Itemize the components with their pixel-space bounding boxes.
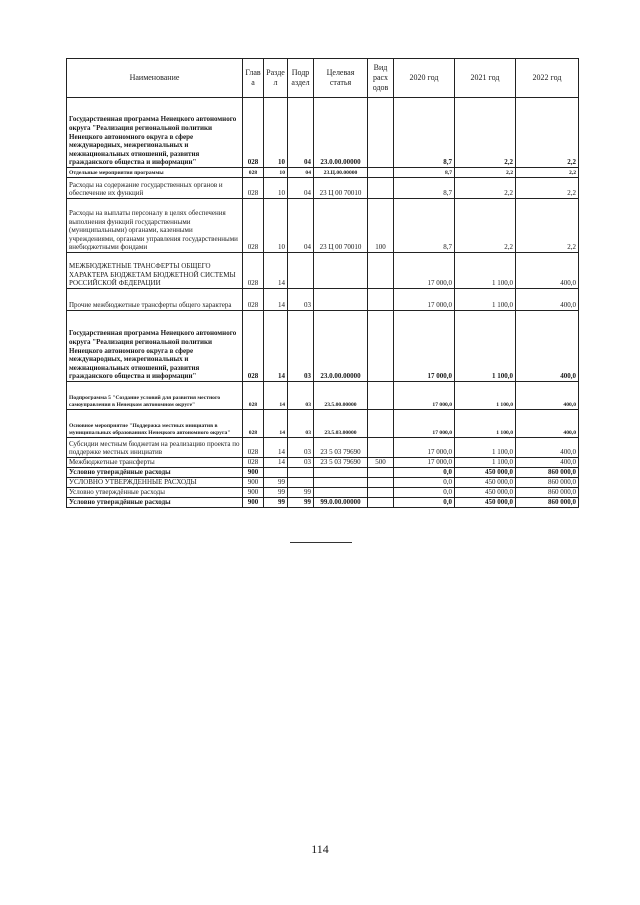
cell-name: Расходы на выплаты персоналу в целях обеспечения выполнения функций государственными (муниципальными) органами, казенными учреждениями, органами управления государственными внебюджетными фондами [67, 199, 243, 253]
cell-2021: 2,2 [455, 98, 516, 168]
cell-razdel: 14 [264, 410, 288, 438]
cell-razdel: 14 [264, 289, 288, 311]
cell-2022: 2,2 [516, 199, 579, 253]
cell-glava: 028 [243, 458, 264, 468]
cell-2022: 400,0 [516, 410, 579, 438]
cell-podrazdel [288, 253, 314, 289]
cell-podrazdel: 04 [288, 199, 314, 253]
cell-2021: 450 000,0 [455, 478, 516, 488]
cell-razdel: 99 [264, 478, 288, 488]
table-row [67, 199, 579, 253]
cell-glava: 900 [243, 478, 264, 488]
cell-glava: 028 [243, 168, 264, 178]
cell-2020: 8,7 [394, 98, 455, 168]
cell-statya: 23 Ц 00 70010 [314, 199, 368, 253]
table-row [67, 458, 579, 468]
cell-statya: 23.Ц.00.00000 [314, 168, 368, 178]
table-row [67, 168, 579, 178]
cell-statya: 23.5.00.00000 [314, 382, 368, 410]
cell-name: Государственная программа Ненецкого автономного округа "Реализация региональной политики Ненецкого автономного округа в сфере международных, межрегиональных и межнациональных отношений, развития гражданского общества и информации" [67, 98, 243, 168]
table-row [67, 382, 579, 410]
cell-statya: 23.5.03.00000 [314, 410, 368, 438]
cell-2020: 8,7 [394, 178, 455, 199]
header-glava: Глав а [243, 59, 264, 98]
cell-vid [368, 98, 394, 168]
cell-vid [368, 253, 394, 289]
cell-podrazdel [288, 478, 314, 488]
cell-glava: 900 [243, 498, 264, 508]
table-row [67, 438, 579, 458]
cell-glava: 028 [243, 253, 264, 289]
cell-2021: 2,2 [455, 199, 516, 253]
table-row [67, 478, 579, 488]
table-row [67, 311, 579, 382]
cell-vid [368, 478, 394, 488]
cell-glava: 900 [243, 468, 264, 478]
cell-statya: 23 5 03 79690 [314, 438, 368, 458]
header-name: Наименование [67, 59, 243, 98]
cell-2021: 1 100,0 [455, 438, 516, 458]
cell-2021: 450 000,0 [455, 488, 516, 498]
cell-razdel: 14 [264, 382, 288, 410]
cell-razdel: 14 [264, 253, 288, 289]
cell-razdel: 10 [264, 168, 288, 178]
cell-2022: 860 000,0 [516, 488, 579, 498]
cell-name: Расходы на содержание государственных органов и обеспечение их функций [67, 178, 243, 199]
cell-podrazdel: 03 [288, 289, 314, 311]
cell-razdel: 14 [264, 458, 288, 468]
cell-2021: 450 000,0 [455, 468, 516, 478]
cell-2021: 450 000,0 [455, 498, 516, 508]
separator-line [290, 542, 352, 543]
table-row [67, 253, 579, 289]
cell-podrazdel: 04 [288, 178, 314, 199]
cell-razdel: 14 [264, 311, 288, 382]
cell-2020: 17 000,0 [394, 410, 455, 438]
cell-2022: 860 000,0 [516, 468, 579, 478]
header-2020: 2020 год [394, 59, 455, 98]
cell-2020: 8,7 [394, 199, 455, 253]
header-2021: 2021 год [455, 59, 516, 98]
table-row [67, 410, 579, 438]
cell-vid: 500 [368, 458, 394, 468]
table-row [67, 468, 579, 478]
cell-glava: 028 [243, 382, 264, 410]
cell-statya [314, 488, 368, 498]
cell-podrazdel: 03 [288, 410, 314, 438]
cell-podrazdel: 99 [288, 488, 314, 498]
cell-razdel: 10 [264, 178, 288, 199]
header-razdel: Разде л [264, 59, 288, 98]
cell-statya [314, 478, 368, 488]
cell-statya: 23.0.00.00000 [314, 311, 368, 382]
cell-name: Условно утверждённые расходы [67, 498, 243, 508]
cell-2020: 17 000,0 [394, 458, 455, 468]
cell-2021: 1 100,0 [455, 289, 516, 311]
cell-podrazdel: 04 [288, 98, 314, 168]
cell-2020: 8,7 [394, 168, 455, 178]
cell-2022: 400,0 [516, 253, 579, 289]
cell-vid [368, 311, 394, 382]
table-row [67, 498, 579, 508]
cell-vid [368, 498, 394, 508]
cell-2020: 17 000,0 [394, 438, 455, 458]
cell-2022: 860 000,0 [516, 498, 579, 508]
cell-2021: 1 100,0 [455, 410, 516, 438]
cell-glava: 028 [243, 438, 264, 458]
table-row [67, 98, 579, 168]
header-2022: 2022 год [516, 59, 579, 98]
cell-podrazdel: 03 [288, 311, 314, 382]
cell-podrazdel [288, 468, 314, 478]
cell-podrazdel: 99 [288, 498, 314, 508]
cell-glava: 028 [243, 289, 264, 311]
cell-vid [368, 488, 394, 498]
cell-2022: 400,0 [516, 289, 579, 311]
cell-razdel: 99 [264, 488, 288, 498]
cell-statya: 23 5 03 79690 [314, 458, 368, 468]
cell-2021: 1 100,0 [455, 253, 516, 289]
cell-2022: 400,0 [516, 382, 579, 410]
cell-name: Основное мероприятие "Поддержка местных инициатив в муниципальных образованиях Ненецкого автономного округа" [67, 410, 243, 438]
cell-razdel: 10 [264, 199, 288, 253]
cell-podrazdel: 03 [288, 438, 314, 458]
cell-2022: 2,2 [516, 168, 579, 178]
cell-razdel: 99 [264, 498, 288, 508]
cell-podrazdel: 04 [288, 168, 314, 178]
cell-vid [368, 168, 394, 178]
cell-2020: 0,0 [394, 468, 455, 478]
cell-name: Государственная программа Ненецкого автономного округа "Реализация региональной политики Ненецкого автономного округа в сфере международных, межрегиональных и межнациональных отношений, развития гражданского общества и информации" [67, 311, 243, 382]
cell-vid [368, 410, 394, 438]
cell-2022: 400,0 [516, 438, 579, 458]
cell-glava: 028 [243, 311, 264, 382]
cell-glava: 028 [243, 98, 264, 168]
cell-2020: 17 000,0 [394, 289, 455, 311]
cell-glava: 028 [243, 410, 264, 438]
cell-2020: 17 000,0 [394, 382, 455, 410]
cell-glava: 900 [243, 488, 264, 498]
cell-name: Отдельные мероприятия программы [67, 168, 243, 178]
cell-vid [368, 382, 394, 410]
cell-2020: 0,0 [394, 488, 455, 498]
cell-2022: 400,0 [516, 311, 579, 382]
table-row [67, 178, 579, 199]
header-vid: Вид расх одов [368, 59, 394, 98]
cell-name: Условно утверждённые расходы [67, 468, 243, 478]
cell-name: Прочие межбюджетные трансферты общего характера [67, 289, 243, 311]
page-number: 114 [311, 842, 329, 856]
cell-2020: 17 000,0 [394, 311, 455, 382]
table-row [67, 488, 579, 498]
cell-2021: 1 100,0 [455, 458, 516, 468]
cell-2022: 400,0 [516, 458, 579, 468]
cell-podrazdel: 03 [288, 382, 314, 410]
header-podrazdel: Подр аздел [288, 59, 314, 98]
cell-name: Субсидии местным бюджетам на реализацию проекта по поддержке местных инициатив [67, 438, 243, 458]
cell-glava: 028 [243, 199, 264, 253]
cell-razdel [264, 468, 288, 478]
cell-statya: 23 Ц 00 70010 [314, 178, 368, 199]
cell-2022: 860 000,0 [516, 478, 579, 488]
cell-2021: 2,2 [455, 178, 516, 199]
table-row [67, 289, 579, 311]
cell-2022: 2,2 [516, 178, 579, 199]
cell-statya: 23.0.00.00000 [314, 98, 368, 168]
cell-2020: 0,0 [394, 498, 455, 508]
cell-statya: 99.0.00.00000 [314, 498, 368, 508]
cell-2022: 2,2 [516, 98, 579, 168]
cell-name: Межбюджетные трансферты [67, 458, 243, 468]
cell-podrazdel: 03 [288, 458, 314, 468]
cell-razdel: 10 [264, 98, 288, 168]
cell-name: УСЛОВНО УТВЕРЖДЕННЫЕ РАСХОДЫ [67, 478, 243, 488]
cell-statya [314, 468, 368, 478]
cell-vid: 100 [368, 199, 394, 253]
cell-2020: 0,0 [394, 478, 455, 488]
cell-statya [314, 289, 368, 311]
cell-2020: 17 000,0 [394, 253, 455, 289]
cell-vid [368, 438, 394, 458]
header-statya: Целевая статья [314, 59, 368, 98]
cell-2021: 2,2 [455, 168, 516, 178]
cell-vid [368, 468, 394, 478]
cell-vid [368, 289, 394, 311]
cell-razdel: 14 [264, 438, 288, 458]
cell-vid [368, 178, 394, 199]
cell-name: Условно утверждённые расходы [67, 488, 243, 498]
cell-2021: 1 100,0 [455, 311, 516, 382]
cell-name: МЕЖБЮДЖЕТНЫЕ ТРАНСФЕРТЫ ОБЩЕГО ХАРАКТЕРА БЮДЖЕТАМ БЮДЖЕТНОЙ СИСТЕМЫ РОССИЙСКОЙ ФЕДЕРАЦИИ [67, 253, 243, 289]
cell-name: Подпрограмма 5 "Создание условий для развития местного самоуправления в Ненецком автономном округе" [67, 382, 243, 410]
cell-2021: 1 100,0 [455, 382, 516, 410]
cell-glava: 028 [243, 178, 264, 199]
header-row [67, 59, 579, 98]
cell-statya [314, 253, 368, 289]
budget-table [66, 58, 579, 508]
